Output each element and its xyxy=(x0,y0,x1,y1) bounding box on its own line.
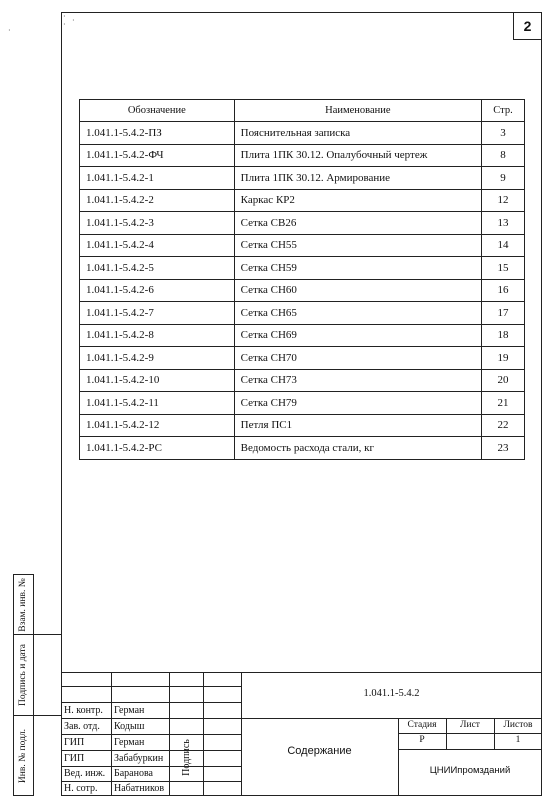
table-row xyxy=(80,392,525,415)
row-name: Каркас КР2 xyxy=(234,189,481,212)
row-name: Плита 1ПК 30.12. Армирование xyxy=(234,167,481,190)
row-name: Сетка СН79 xyxy=(234,392,481,415)
signature-role: Зав. отд. xyxy=(64,721,100,732)
table-row xyxy=(80,122,525,145)
row-page: 17 xyxy=(482,302,525,325)
row-page: 9 xyxy=(482,167,525,190)
row-name: Плита 1ПК 30.12. Опалубочный чертеж xyxy=(234,144,481,167)
title-block-top-line xyxy=(61,672,542,673)
organization-name: ЦНИИпромзданий xyxy=(429,765,511,776)
stage-value: Р xyxy=(419,735,425,745)
row-designation: 1.041.1-5.4.2-9 xyxy=(80,347,235,370)
document-title: Содержание xyxy=(287,745,352,757)
row-page: 14 xyxy=(482,234,525,257)
table-row xyxy=(80,257,525,280)
header-page: Стр. xyxy=(482,100,525,122)
row-name: Сетка СН70 xyxy=(234,347,481,370)
scan-speck: · xyxy=(72,16,75,25)
row-name: Петля ПС1 xyxy=(234,414,481,437)
header-designation: Обозначение xyxy=(80,100,235,122)
row-page: 22 xyxy=(482,414,525,437)
row-name: Сетка СН69 xyxy=(234,324,481,347)
signature-role: ГИП xyxy=(64,753,85,764)
row-name: Сетка СН55 xyxy=(234,234,481,257)
row-designation: 1.041.1-5.4.2-4 xyxy=(80,234,235,257)
row-name: Ведомость расхода стали, кг xyxy=(234,437,481,460)
row-page: 3 xyxy=(482,122,525,145)
table-row xyxy=(80,369,525,392)
row-name: Сетка СН59 xyxy=(234,257,481,280)
title-block-line xyxy=(61,750,241,751)
document-designation: 1.041.1-5.4.2 xyxy=(363,688,420,699)
scan-speck: · xyxy=(63,20,66,29)
contents-table xyxy=(79,99,525,460)
signature-name: Баранова xyxy=(114,768,153,779)
title-block-vline xyxy=(203,672,204,796)
row-name: Сетка СН60 xyxy=(234,279,481,302)
table-row xyxy=(80,302,525,325)
row-page: 19 xyxy=(482,347,525,370)
table-row xyxy=(80,414,525,437)
row-page: 15 xyxy=(482,257,525,280)
signature-role: Н. контр. xyxy=(64,705,103,716)
signature-role: ГИП xyxy=(64,737,85,748)
row-page: 20 xyxy=(482,369,525,392)
side-stamp-vzam-cell xyxy=(14,575,32,634)
table-row xyxy=(80,167,525,190)
signature-name: Забабуркин xyxy=(114,753,164,764)
sheets-value: 1 xyxy=(515,735,521,745)
row-designation: 1.041.1-5.4.2-5 xyxy=(80,257,235,280)
title-block-line xyxy=(398,733,542,734)
signature-header-cell xyxy=(170,719,203,796)
side-stamp-podpis-cell xyxy=(14,635,32,715)
title-block-line xyxy=(61,781,241,782)
row-page: 12 xyxy=(482,189,525,212)
table-row xyxy=(80,279,525,302)
title-block-line xyxy=(61,702,241,703)
signature-header: Подпись xyxy=(181,739,193,776)
row-name: Сетка СН65 xyxy=(234,302,481,325)
side-stamp-vzam-label: Взам. инв. № xyxy=(18,577,29,632)
sheets-label: Листов xyxy=(503,720,533,730)
table-row xyxy=(80,144,525,167)
scan-speck: · xyxy=(8,26,11,35)
title-block-vline xyxy=(111,672,112,796)
table-row xyxy=(80,189,525,212)
side-stamp-inv-cell xyxy=(14,716,32,796)
title-block-line xyxy=(61,766,241,767)
title-block-line xyxy=(61,734,241,735)
row-name: Сетка СН73 xyxy=(234,369,481,392)
row-designation: 1.041.1-5.4.2-РС xyxy=(80,437,235,460)
stage-label: Стадия xyxy=(407,720,437,730)
table-row xyxy=(80,234,525,257)
row-designation: 1.041.1-5.4.2-1 xyxy=(80,167,235,190)
row-page: 18 xyxy=(482,324,525,347)
row-name: Сетка СВ26 xyxy=(234,212,481,235)
row-page: 23 xyxy=(482,437,525,460)
row-name: Пояснительная записка xyxy=(234,122,481,145)
row-designation: 1.041.1-5.4.2-10 xyxy=(80,369,235,392)
row-page: 8 xyxy=(482,144,525,167)
table-row xyxy=(80,437,525,460)
title-block-line xyxy=(398,749,542,750)
row-page: 13 xyxy=(482,212,525,235)
signature-name: Герман xyxy=(114,705,145,716)
header-name: Наименование xyxy=(234,100,481,122)
row-designation: 1.041.1-5.4.2-11 xyxy=(80,392,235,415)
signature-role: Н. сотр. xyxy=(64,783,98,794)
sheet-number: 2 xyxy=(513,12,542,40)
signature-name: Набатников xyxy=(114,783,165,794)
row-designation: 1.041.1-5.4.2-7 xyxy=(80,302,235,325)
table-row xyxy=(80,324,525,347)
row-designation: 1.041.1-5.4.2-ПЗ xyxy=(80,122,235,145)
signature-name: Кодыш xyxy=(114,721,145,732)
row-designation: 1.041.1-5.4.2-ФЧ xyxy=(80,144,235,167)
row-page: 21 xyxy=(482,392,525,415)
row-designation: 1.041.1-5.4.2-6 xyxy=(80,279,235,302)
table-row xyxy=(80,212,525,235)
row-page: 16 xyxy=(482,279,525,302)
sheet-label: Лист xyxy=(460,720,480,730)
row-designation: 1.041.1-5.4.2-2 xyxy=(80,189,235,212)
table-header-row xyxy=(80,100,525,122)
side-stamp-inv-label: Инв. № подл. xyxy=(18,728,29,784)
table-row xyxy=(80,347,525,370)
row-designation: 1.041.1-5.4.2-12 xyxy=(80,414,235,437)
signature-name: Герман xyxy=(114,737,145,748)
title-block-line xyxy=(61,686,241,687)
signature-role: Вед. инж. xyxy=(64,768,106,779)
title-block-line xyxy=(61,718,542,719)
row-designation: 1.041.1-5.4.2-8 xyxy=(80,324,235,347)
row-designation: 1.041.1-5.4.2-3 xyxy=(80,212,235,235)
scan-speck: · xyxy=(63,12,66,21)
side-stamp-podpis-label: Подпись и дата xyxy=(18,643,29,707)
